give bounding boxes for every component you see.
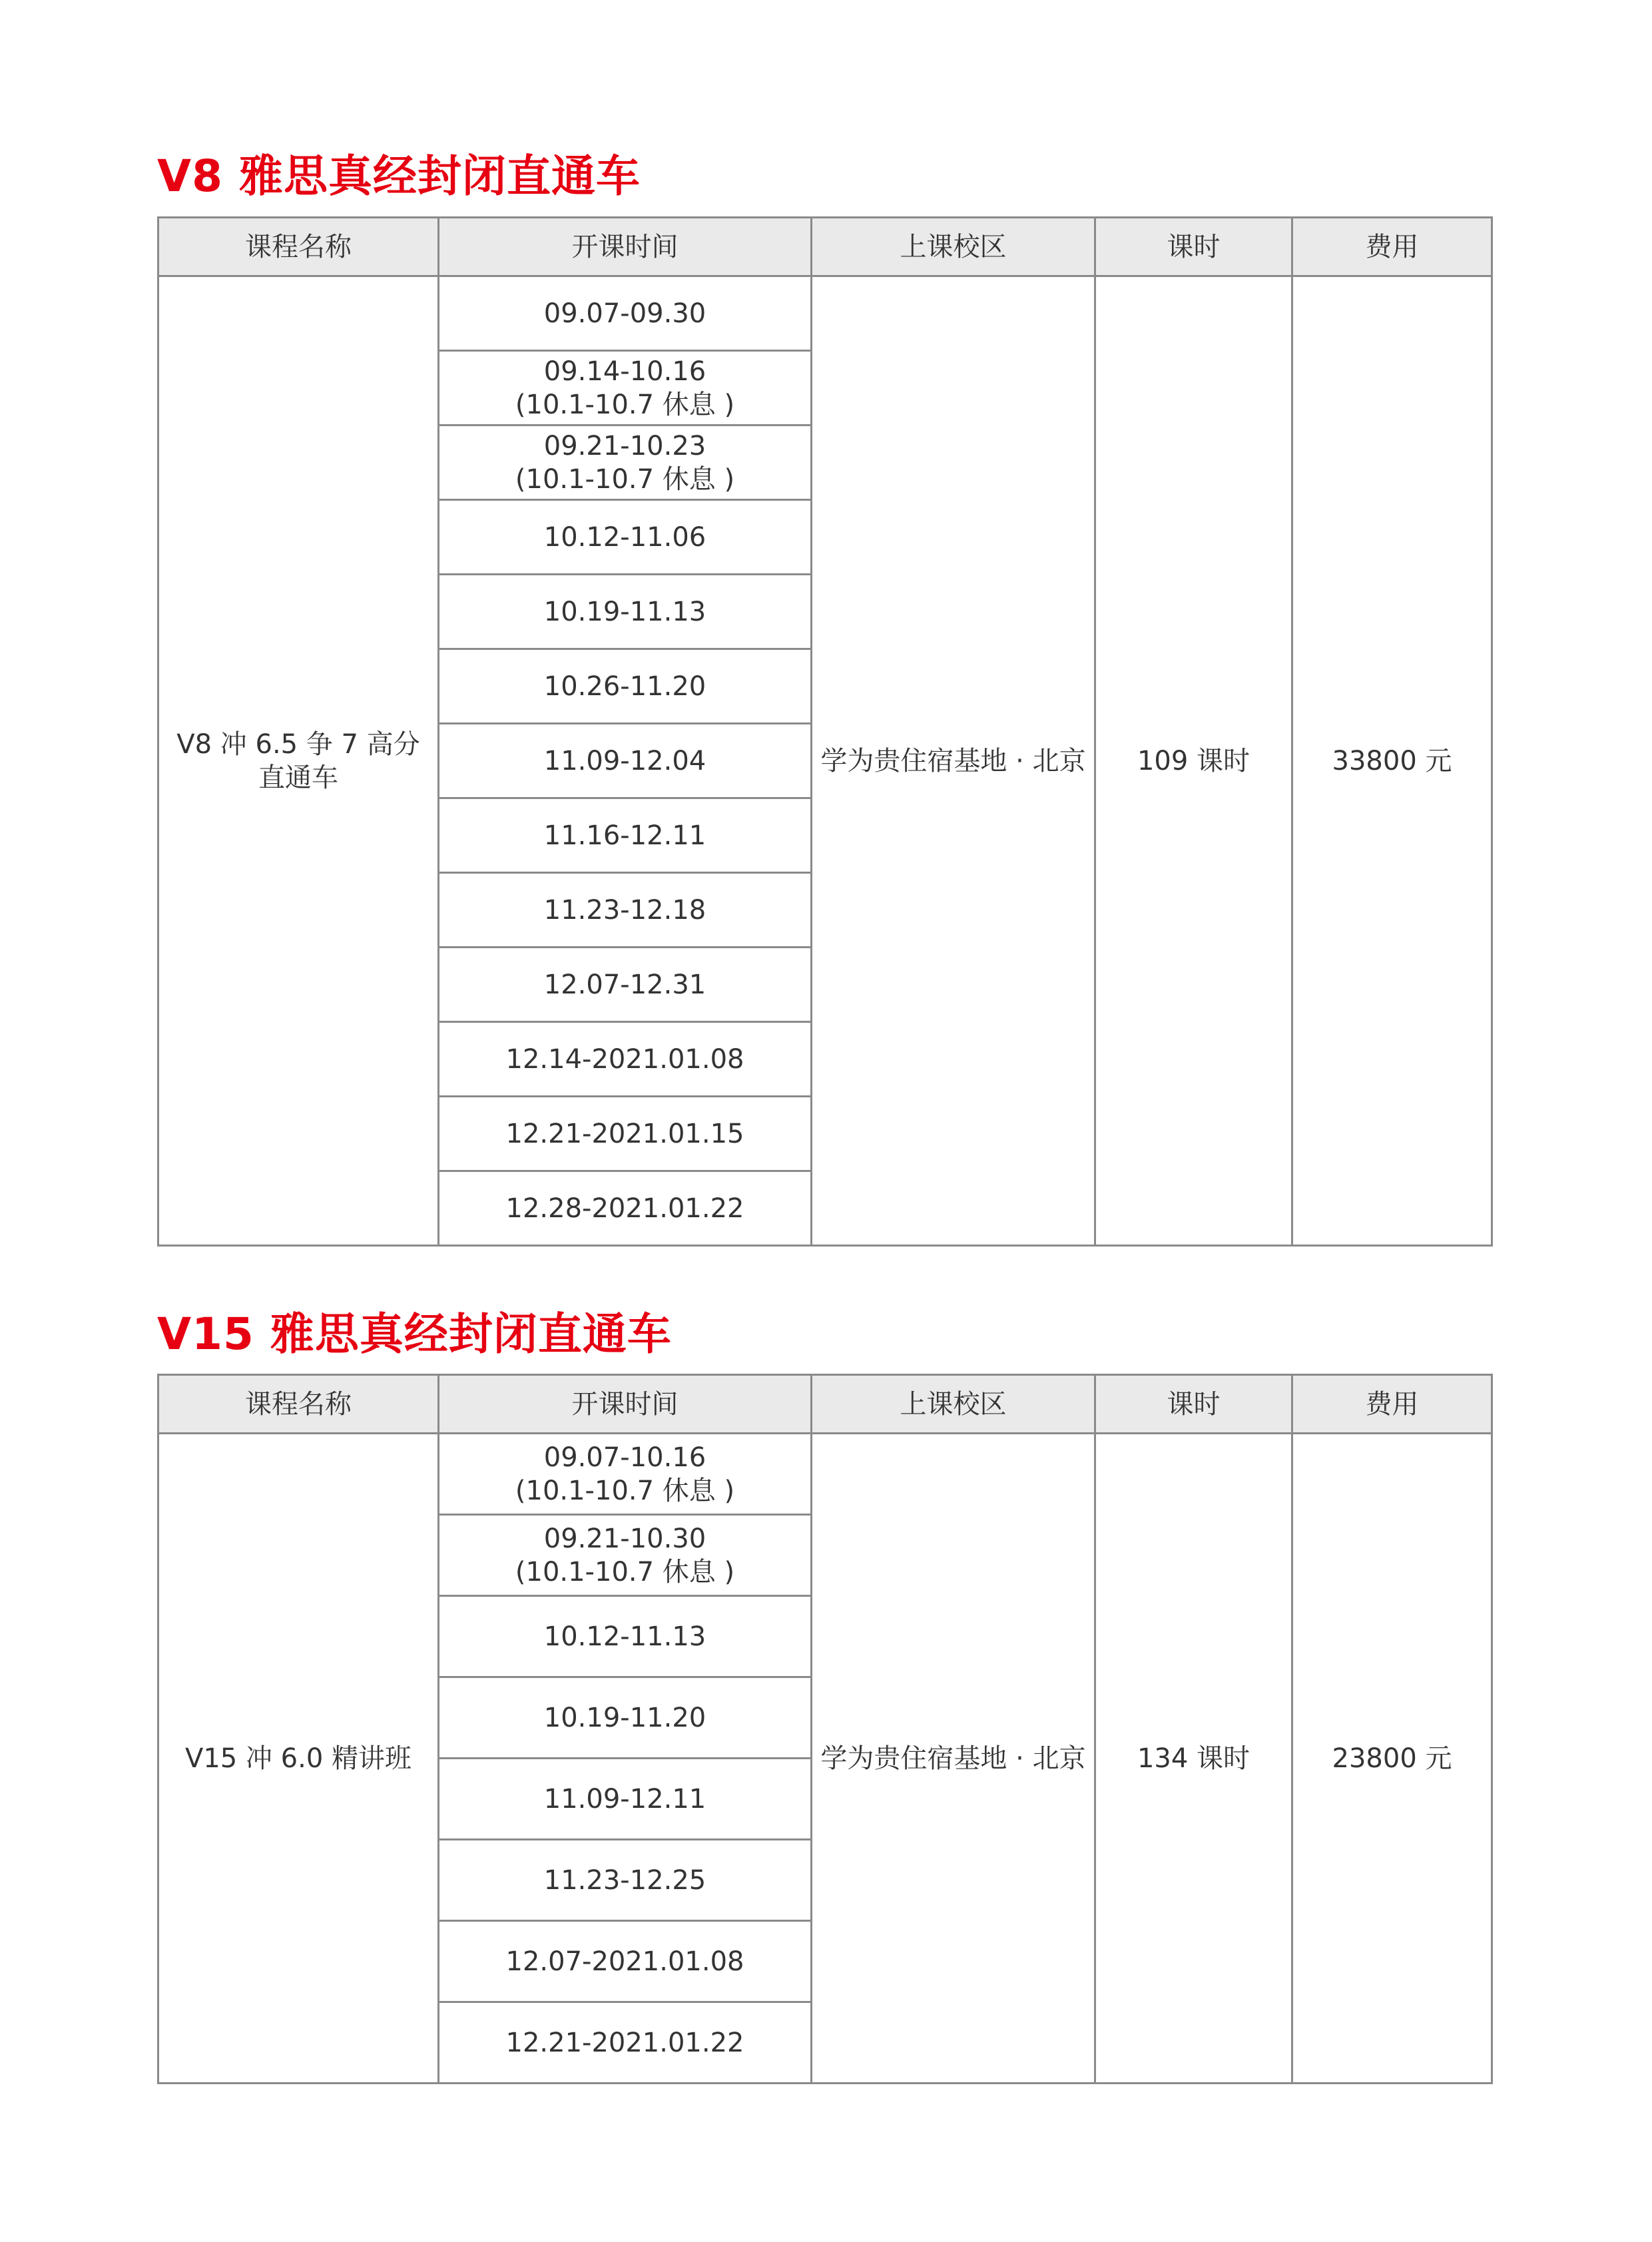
date-range: 12.28-2021.01.22 [505,1193,744,1224]
date-range: 12.14-2021.01.08 [505,1043,744,1075]
date-range: 11.23-12.25 [543,1864,706,1896]
course-table-v15 [157,1374,1493,2084]
start-date-cell [439,1515,812,1596]
start-date-cell [439,873,812,948]
fee-cell: 33800 元 [1292,276,1492,1246]
start-date-cell [439,798,812,873]
header-campus: 上课校区 [812,1375,1095,1434]
start-date-cell [439,1921,812,2002]
start-date-cell [439,1434,812,1515]
date-note: (10.1-10.7 休息 ) [515,1556,735,1587]
date-range: 09.14-10.16 [543,356,706,387]
start-date-cell [439,649,812,724]
section-title-v15: V15 雅思真经封闭直通车 [157,1308,672,1360]
date-range: 12.07-12.31 [543,969,706,1000]
date-range: 09.07-09.30 [543,298,706,329]
fee-cell: 23800 元 [1292,1434,1492,2084]
header-hours: 课时 [1095,1375,1292,1434]
campus-cell: 学为贵住宿基地 · 北京 [812,1434,1095,2084]
start-date-cell [439,1596,812,1677]
date-range: 10.19-11.13 [543,596,706,627]
date-range: 09.21-10.30 [543,1523,706,1554]
header-start-time: 开课时间 [439,218,812,276]
start-date-cell [439,948,812,1022]
date-note: (10.1-10.7 休息 ) [515,389,735,420]
start-date-cell [439,1840,812,1921]
date-range: 12.07-2021.01.08 [505,1946,744,1977]
course-name-cell: V8 冲 6.5 争 7 高分直通车 [158,276,439,1246]
header-course-name: 课程名称 [158,1375,439,1434]
start-date-cell [439,276,812,351]
start-date-cell [439,1677,812,1759]
header-hours: 课时 [1095,218,1292,276]
start-date-cell [439,1097,812,1171]
table-row [158,1434,1492,1515]
table-row [158,276,1492,351]
hours-cell: 134 课时 [1095,1434,1292,2084]
start-date-cell [439,2002,812,2084]
campus-cell: 学为贵住宿基地 · 北京 [812,276,1095,1246]
start-date-cell [439,1022,812,1097]
header-course-name: 课程名称 [158,218,439,276]
header-fee: 费用 [1292,218,1492,276]
start-date-cell [439,575,812,649]
start-date-cell [439,1171,812,1246]
date-range: 10.19-11.20 [543,1702,706,1733]
course-table-v8 [157,216,1493,1247]
date-range: 11.09-12.04 [543,745,706,776]
section-title-v8: V8 雅思真经封闭直通车 [157,150,641,202]
date-range: 11.16-12.11 [543,820,706,851]
start-date-cell [439,1759,812,1840]
date-range: 09.07-10.16 [543,1442,706,1473]
table-body [158,1434,1492,2084]
table-body [158,276,1492,1246]
header-fee: 费用 [1292,1375,1492,1434]
start-date-cell [439,500,812,575]
date-range: 10.12-11.06 [543,521,706,553]
date-range: 09.21-10.23 [543,430,706,461]
date-range: 12.21-2021.01.15 [505,1118,744,1149]
table-header-row [158,218,1492,276]
date-note: (10.1-10.7 休息 ) [515,1475,735,1506]
start-date-cell [439,724,812,798]
date-note: (10.1-10.7 休息 ) [515,463,735,495]
course-name-cell: V15 冲 6.0 精讲班 [158,1434,439,2084]
start-date-cell [439,351,812,425]
start-date-cell [439,425,812,500]
date-range: 12.21-2021.01.22 [505,2027,744,2058]
date-range: 11.23-12.18 [543,894,706,926]
header-start-time: 开课时间 [439,1375,812,1434]
date-range: 11.09-12.11 [543,1783,706,1815]
hours-cell: 109 课时 [1095,276,1292,1246]
table-header-row [158,1375,1492,1434]
date-range: 10.12-11.13 [543,1621,706,1652]
header-campus: 上课校区 [812,218,1095,276]
date-range: 10.26-11.20 [543,671,706,702]
